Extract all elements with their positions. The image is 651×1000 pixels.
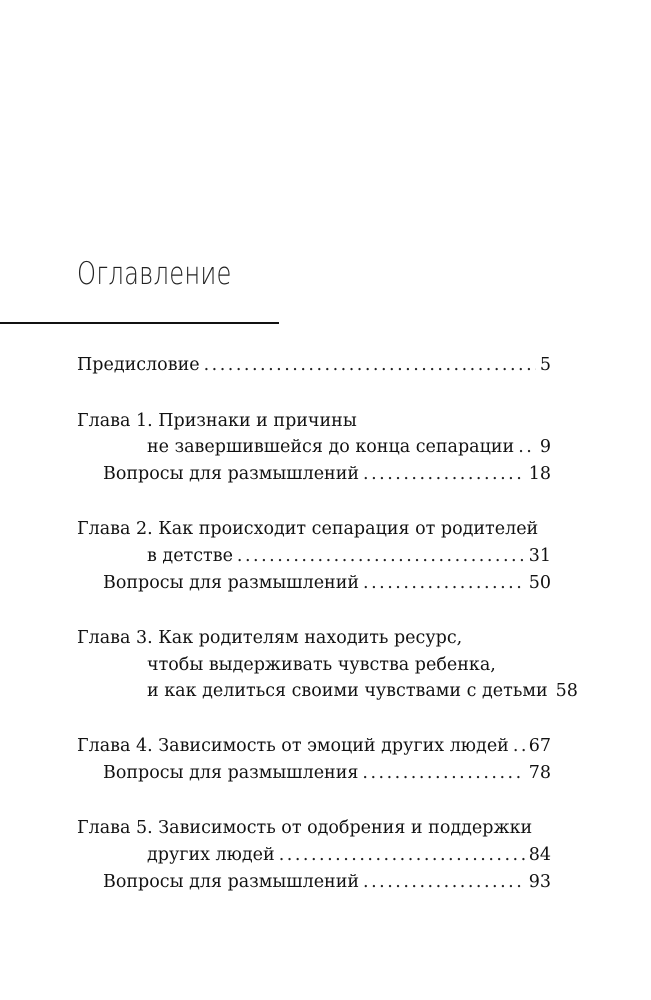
- toc-leader-dots: [279, 842, 525, 868]
- toc-entry-title: Вопросы для размышлений: [103, 464, 360, 484]
- toc-leader-dots: [204, 352, 536, 378]
- toc-page-number: 9: [539, 437, 551, 457]
- toc-leader-dots: [363, 869, 525, 895]
- toc-entry-chapter-2[interactable]: [147, 543, 551, 569]
- page-title: Оглавление: [77, 256, 232, 292]
- toc-chapter-2-title[interactable]: Глава 2. Как происходит сепарация от родителей: [77, 519, 539, 539]
- toc-entry-chapter-1-questions[interactable]: [103, 461, 551, 487]
- toc-leader-dots: [363, 461, 525, 487]
- toc-entry-title: в детстве: [147, 546, 233, 566]
- toc-leader-dots: [513, 733, 525, 759]
- toc-entry-title: и как делиться своими чувствами с детьми: [147, 681, 548, 701]
- toc-leader-dots: [363, 570, 525, 596]
- toc-page-number: 58: [555, 681, 578, 701]
- toc-leader-dots: [237, 543, 525, 569]
- toc-entry-chapter-4[interactable]: [77, 733, 551, 759]
- toc-page-number: 50: [528, 573, 551, 593]
- toc-entry-title: Предисловие: [77, 355, 200, 375]
- toc-entry-title: Вопросы для размышлений: [103, 573, 360, 593]
- toc-entry-title: Вопросы для размышления: [103, 763, 359, 783]
- toc-entry-title: не завершившейся до конца сепарации: [147, 437, 515, 457]
- toc-entry-chapter-2-questions[interactable]: [103, 570, 551, 596]
- toc-entry-chapter-4-questions[interactable]: [103, 760, 551, 786]
- toc-entry-chapter-5-questions[interactable]: [103, 869, 551, 895]
- toc-entry-chapter-1[interactable]: [147, 434, 551, 460]
- toc-page-number: 31: [528, 546, 551, 566]
- toc-entry-chapter-5[interactable]: [147, 842, 551, 868]
- toc-chapter-3-title-cont[interactable]: чтобы выдерживать чувства ребенка,: [147, 655, 496, 675]
- toc-page-number: 84: [528, 845, 551, 865]
- toc-page-number: 93: [528, 872, 551, 892]
- toc-entry-chapter-3[interactable]: [147, 678, 578, 704]
- toc-entry-preface[interactable]: [77, 352, 551, 378]
- toc-leader-dots: [362, 760, 524, 786]
- toc-chapter-5-title[interactable]: Глава 5. Зависимость от одобрения и поддержки: [77, 818, 533, 838]
- toc-chapter-1-title[interactable]: Глава 1. Признаки и причины: [77, 411, 357, 431]
- toc-leader-dots: [518, 434, 536, 460]
- toc-entry-title: Вопросы для размышлений: [103, 872, 360, 892]
- toc-entry-title: других людей: [147, 845, 275, 865]
- toc-entry-title: Глава 4. Зависимость от эмоций других людей: [77, 736, 509, 756]
- toc-page-number: 18: [528, 464, 551, 484]
- toc-page-number: 67: [528, 736, 551, 756]
- toc-page-number: 5: [539, 355, 551, 375]
- toc-page-number: 78: [528, 763, 551, 783]
- toc-chapter-3-title[interactable]: Глава 3. Как родителям находить ресурс,: [77, 628, 463, 648]
